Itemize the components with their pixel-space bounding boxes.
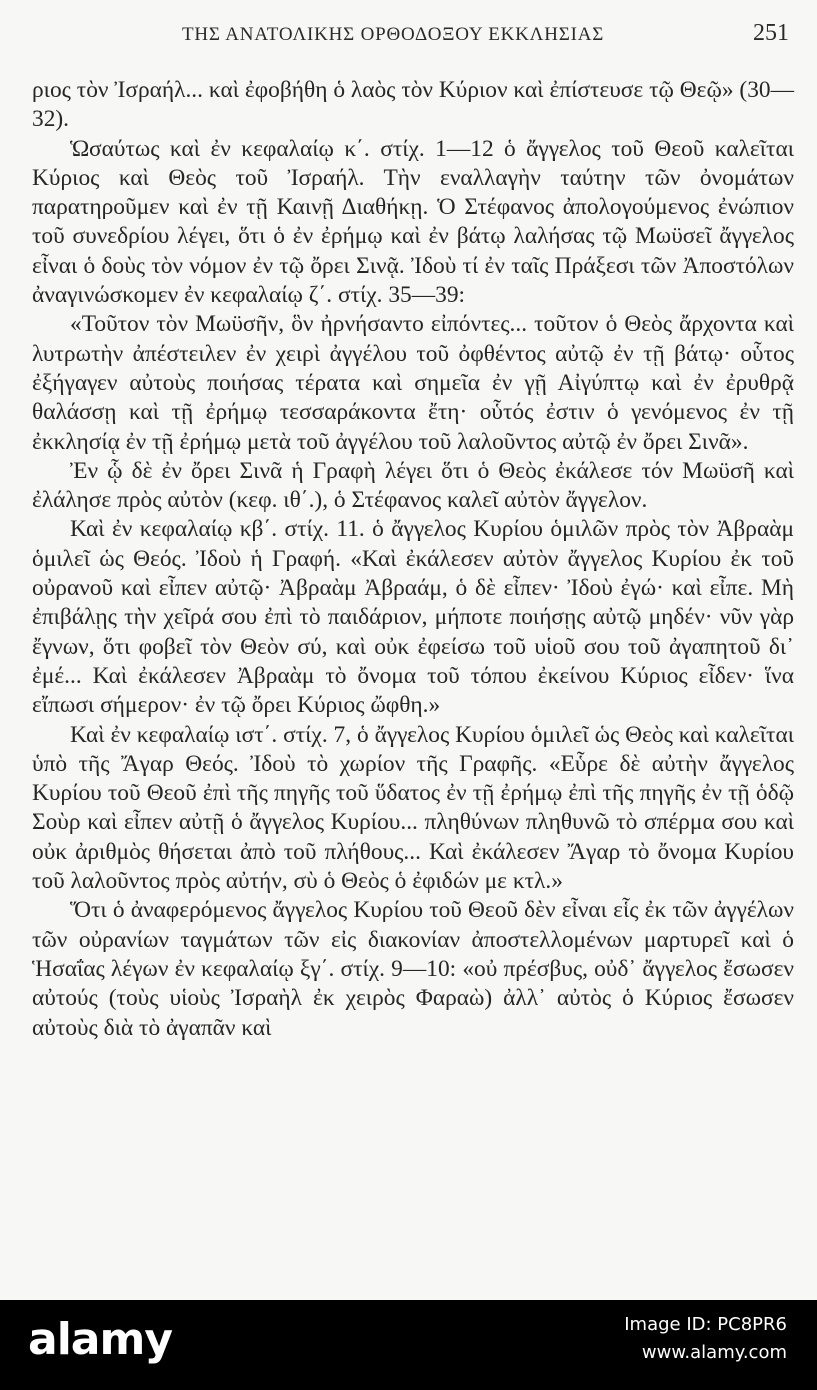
- alamy-logo: alamy: [28, 1314, 172, 1365]
- image-id: Image ID: PC8PR6: [624, 1314, 787, 1335]
- paragraph: Καὶ ἐν κεφαλαίῳ κβ΄. στίχ. 11. ὁ ἄγγελος Κυρίου ὁμιλῶν πρὸς τὸν Ἀβραὰμ ὁμιλεῖ ὡς Θεός. Ἰδοὺ ἡ Γραφή. «Καὶ ἐκάλεσεν αὐτὸν ἄγγελος Κυρίου ἐκ τοῦ οὐρανοῦ καὶ εἶπεν αὐτῷ· Ἀβραὰμ Ἀβραάμ, ὁ δὲ εἶπεν· Ἰδοὺ ἐγώ· καὶ εἶπε. Μὴ ἐπιβάλῃς τὴν χεῖρά σου ἐπὶ τὸ παιδάριον, μήποτε ποιήσῃς αὐτῷ μηδέν· νῦν γὰρ ἔγνων, ὅτι φοβεῖ τὸν Θεὸν σύ, καὶ οὐκ ἐφείσω τοῦ υἱοῦ σου τοῦ ἀγαπητοῦ δι᾽ ἐμέ... Καὶ ἐκάλεσεν Ἀβραὰμ τὸ ὄνομα τοῦ τόπου ἐκείνου Κύριος εἶδεν· ἵνα εἴπωσι σήμερον· ἐν τῷ ὄρει Κύριος ὤφθη.»: [32, 516, 794, 719]
- paragraph: Ἐν ᾧ δὲ ἐν ὄρει Σινᾶ ἡ Γραφὴ λέγει ὅτι ὁ Θεὸς ἐκάλεσε τόν Μωϋσῆ καὶ ἐλάλησε πρὸς αὐτὸν (κεφ. ιθ΄.), ὁ Στέφανος καλεῖ αὐτὸν ἄγγελον.: [32, 457, 794, 514]
- paragraph: «Τοῦτον τὸν Μωϋσῆν, ὃν ἠρνήσαντο εἰπόντες... τοῦτον ὁ Θεὸς ἄρχοντα καὶ λυτρωτὴν ἀπέστειλεν ἐν χειρὶ ἀγγέλου τοῦ ὀφθέντος αὐτῷ ἐν τῇ βάτῳ· οὗτος ἐξήγαγεν αὐτοὺς ποιήσας τέρατα καὶ σημεῖα ἐν γῇ Αἰγύπτῳ καὶ ἐν ἐρυθρᾷ θαλάσσῃ καὶ τῇ ἐρήμῳ τεσσαράκοντα ἔτη· οὗτός ἐστιν ὁ γενόμενος ἐν τῇ ἐκκλησίᾳ ἐν τῇ ἐρήμῳ μετὰ τοῦ ἀγγέλου τοῦ λαλοῦντος αὐτῷ ἐν ὄρει Σινᾶ».: [32, 311, 794, 455]
- paragraph: Ὅτι ὁ ἀναφερόμενος ἄγγελος Κυρίου τοῦ Θεοῦ δὲν εἶναι εἷς ἐκ τῶν ἀγγέλων τῶν οὐρανίων ταγμάτων τῶν εἰς διακονίαν ἀποστελλομένων μαρτυρεῖ καὶ ὁ Ἡσαΐας λέγων ἐν κεφαλαίῳ ξγ΄. στίχ. 9—10: «οὐ πρέσβυς, οὐδ᾽ ἄγγελος ἔσωσεν αὐτούς (τοὺς υἱοὺς Ἰσραὴλ ἐκ χειρὸς Φαραὼ) ἀλλ᾽ αὐτὸς ὁ Κύριος ἔσωσεν αὐτοὺς διὰ τὸ ἀγαπᾶν καὶ: [32, 897, 794, 1041]
- site-url: www.alamy.com: [641, 1342, 787, 1363]
- paragraph: ριος τὸν Ἰσραήλ... καὶ ἐφοβήθη ὁ λαὸς τὸν Κύριον καὶ ἐπίστευσε τῷ Θεῷ» (30—32).: [32, 77, 794, 133]
- page-header: [32, 22, 789, 52]
- body-text: [32, 76, 794, 1043]
- running-head: ΤΗΣ ΑΝΑΤΟΛΙΚΗΣ ΟΡΘΟΔΟΞΟΥ ΕΚΚΛΗΣΙΑΣ: [182, 24, 605, 45]
- watermark-bar: [0, 1300, 817, 1390]
- page-number: 251: [753, 20, 789, 46]
- paragraph: Ὡσαύτως καὶ ἐν κεφαλαίῳ κ΄. στίχ. 1—12 ὁ ἄγγελος τοῦ Θεοῦ καλεῖται Κύριος καὶ Θεὸς τοῦ Ἰσραήλ. Τὴν εναλλαγὴν ταύτην τῶν ὀνομάτων παρατηροῦμεν καὶ ἐν τῇ Καινῇ Διαθήκῃ. Ὁ Στέφανος ἀπολογούμενος ἐνώπιον τοῦ συνεδρίου λέγει, ὅτι ὁ ἐν ἐρήμῳ καὶ ἐν βάτῳ λαλήσας τῷ Μωϋσεῖ ἄγγελος εἶναι ὁ δοὺς τὸν νόμον ἐν τῷ ὄρει Σινᾷ. Ἰδοὺ τί ἐν ταῖς Πράξεσι τῶν Ἀποστόλων ἀναγινώσκομεν ἐν κεφαλαίῳ ζ΄. στίχ. 35—39:: [32, 135, 794, 309]
- paragraph: Καὶ ἐν κεφαλαίῳ ιστ΄. στίχ. 7, ὁ ἄγγελος Κυρίου ὁμιλεῖ ὡς Θεὸς καὶ καλεῖται ὑπὸ τῆς Ἄγαρ Θεός. Ἰδοὺ τὸ χωρίον τῆς Γραφῆς. «Εὗρε δὲ αὐτὴν ἄγγελος Κυρίου τοῦ Θεοῦ ἐπὶ τῆς πηγῆς τοῦ ὕδατος ἐν τῇ ἐρήμῳ ἐπὶ τῆς πηγῆς ἐν τῇ ὁδῷ Σοὺρ καὶ εἶπεν αὐτῇ ὁ ἄγγελος Κυρίου... πληθύνων πληθυνῶ τὸ σπέρμα σου καὶ οὐκ ἀριθμὸς θήσεται ἀπὸ τοῦ πλήθους... Καὶ ἐκάλεσεν Ἄγαρ τὸ ὄνομα Κυρίου τοῦ λαλοῦντος πρὸς αὐτήν, σὺ ὁ Θεὸς ὁ ἐφιδών με κτλ.»: [32, 721, 794, 895]
